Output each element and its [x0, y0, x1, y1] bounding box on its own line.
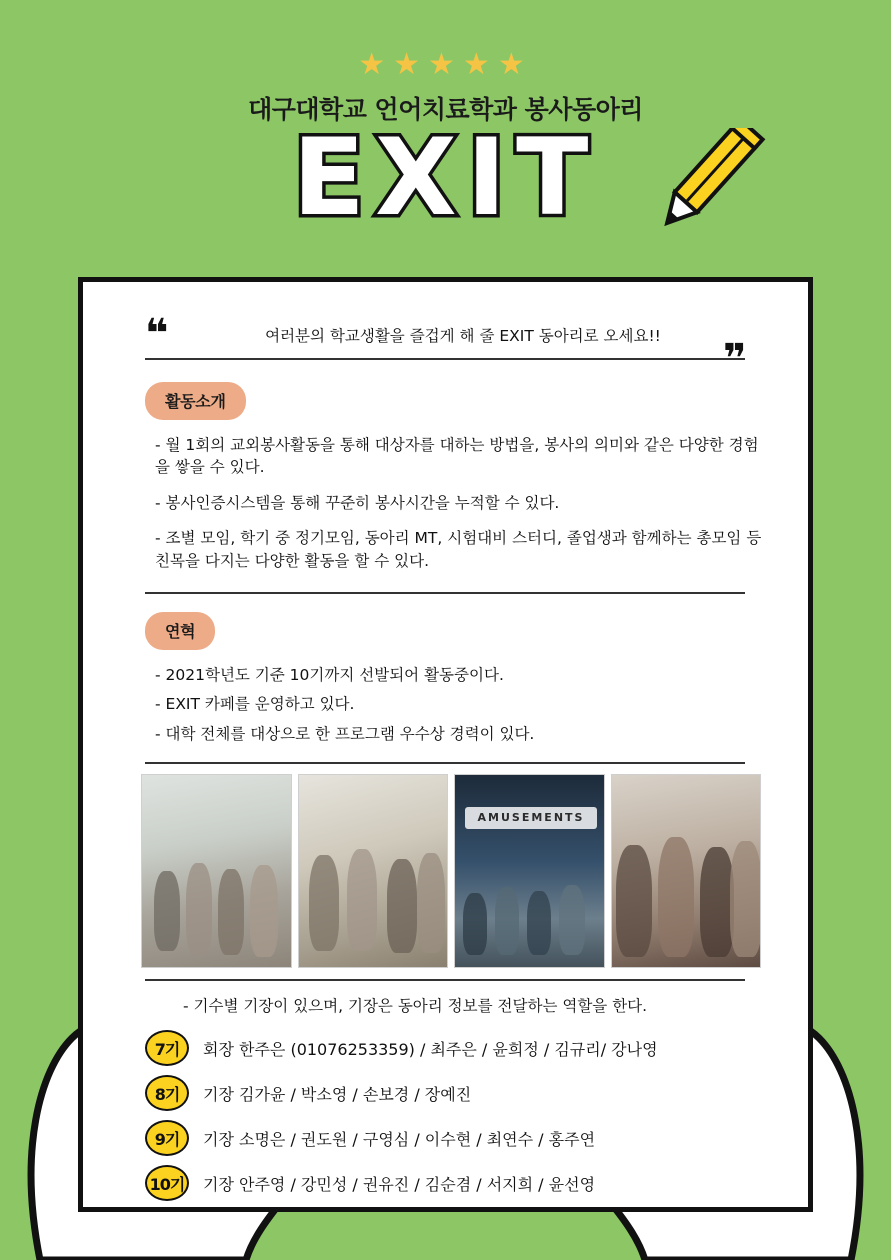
list-item	[145, 1027, 765, 1069]
section-label-activities	[145, 382, 246, 420]
poster-subtitle: 대구대학교 언어치료학과 봉사동아리	[248, 95, 643, 124]
cohort-badge: 8기	[145, 1075, 189, 1111]
list-item: - EXIT 카페를 운영하고 있다.	[155, 695, 355, 714]
cohort-members: 기장 소명은 / 권도원 / 구영심 / 이수현 / 최연수 / 홍주연	[203, 1129, 596, 1149]
list-item: - 2021학년도 기준 10기까지 선발되어 활동중이다.	[155, 666, 504, 684]
history-list	[155, 664, 765, 752]
quote-block	[83, 282, 808, 382]
page-title: EXIT	[292, 116, 599, 239]
photo-group-study	[298, 774, 449, 968]
cohort-badge: 9기	[145, 1120, 189, 1156]
cohort-badge: 10기	[145, 1165, 189, 1201]
leaders-list	[145, 1027, 765, 1207]
list-item: - 월 1회의 교외봉사활동을 통해 대상자를 대하는 방법을, 봉사의 의미와 같은 다양한 경험을 쌓을 수 있다.	[155, 436, 759, 477]
photo-caption: AMUSEMENTS	[465, 807, 597, 829]
cohort-members: 기장 김가윤 / 박소영 / 손보경 / 장예진	[203, 1084, 472, 1104]
photo-strip	[141, 774, 761, 966]
cohort-members: 회장 한주은 (01076253359) / 최주은 / 윤희정 / 김규리/ 강나영	[203, 1039, 658, 1059]
divider	[145, 592, 745, 594]
quote-open-icon: ❝	[145, 311, 169, 357]
list-item	[145, 1072, 765, 1114]
photo-group-indoor	[141, 774, 292, 968]
pencil-icon	[636, 128, 816, 268]
quote-divider	[145, 358, 745, 360]
photo-group-dinner	[611, 774, 762, 968]
leaders-note: - 기수별 기장이 있으며, 기장은 동아리 정보를 전달하는 역할을 한다.	[183, 997, 648, 1015]
list-item: - 봉사인증시스템을 통해 꾸준히 봉사시간을 누적할 수 있다.	[155, 493, 560, 512]
list-item	[145, 1162, 765, 1204]
list-item: - 조별 모임, 학기 중 정기모임, 동아리 MT, 시험대비 스터디, 졸업생과 함께하는 총모임 등 친목을 다지는 다양한 활동을 할 수 있다.	[155, 529, 762, 570]
star-rating-icon: ★★★★★	[358, 47, 533, 82]
divider	[145, 979, 745, 981]
list-item: - 대학 전체를 대상으로 한 프로그램 우수상 경력이 있다.	[155, 724, 535, 743]
quote-text: 여러분의 학교생활을 즐겁게 해 줄 EXIT 동아리로 오세요!!	[265, 327, 661, 345]
section-pill-activities: 활동소개	[145, 382, 246, 420]
cohort-members: 기장 안주영 / 강민성 / 권유진 / 김순겸 / 서지희 / 윤선영	[203, 1174, 596, 1194]
divider	[145, 762, 745, 764]
section-label-history	[145, 612, 215, 650]
cohort-badge: 7기	[145, 1030, 189, 1066]
photo-outdoor-sign	[454, 774, 605, 968]
section-pill-history: 연혁	[145, 612, 215, 650]
info-card	[78, 277, 813, 1212]
activities-list	[155, 434, 765, 585]
quote-close-icon: ❞	[723, 336, 747, 382]
list-item	[145, 1117, 765, 1159]
